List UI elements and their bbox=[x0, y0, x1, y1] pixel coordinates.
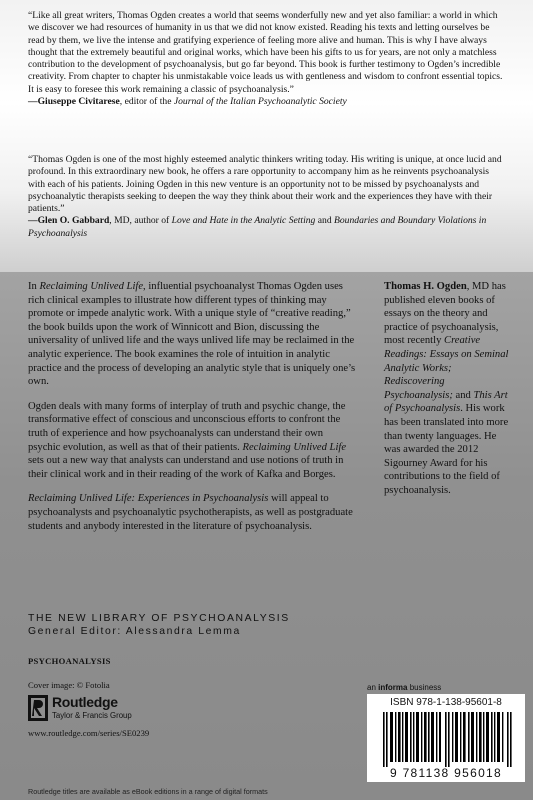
text-run: will appeal to psychoanalysts and psychoanalytic psychotherapists, as well as postgraduate students and anybody interested in the literature of psychoanalysis. bbox=[28, 493, 353, 532]
informa-brand: informa bbox=[378, 683, 408, 692]
barcode-icon bbox=[383, 712, 513, 767]
series-url: www.routledge.com/series/SE0239 bbox=[28, 728, 150, 738]
publisher-logo bbox=[28, 694, 178, 722]
text-run: business bbox=[407, 683, 442, 692]
bio-text bbox=[384, 280, 512, 498]
series-info bbox=[28, 612, 290, 638]
series-name: THE NEW LIBRARY OF PSYCHOANALYSIS bbox=[28, 613, 290, 624]
endorsement-quote-1 bbox=[28, 10, 508, 108]
book-title-ref: Reclaiming Unlived Life bbox=[242, 441, 347, 453]
quote-affiliation-work: Journal of the Italian Psychoanalytic Society bbox=[173, 96, 347, 108]
barcode-panel bbox=[367, 694, 525, 782]
quote-affiliation-work-2: Boundaries and Boundary Violations in Psychoanalysis bbox=[28, 215, 487, 239]
publisher-group: Taylor & Francis Group bbox=[52, 711, 132, 720]
quote-affiliation: , editor of the bbox=[119, 96, 174, 108]
text-run: Ogden deals with many forms of interplay of truth and psychic change, the transformative effect of conscious and unconscious efforts to confront the truth of experience and how psychoanalysts can understand their own psychic evolution, as well as that of their patients. bbox=[28, 400, 346, 453]
author-bio bbox=[384, 280, 512, 498]
book-title-ref: Reclaiming Unlived Life bbox=[39, 281, 144, 292]
book-description bbox=[28, 280, 358, 544]
author-name: Thomas H. Ogden bbox=[384, 281, 467, 292]
text-run: In bbox=[28, 281, 40, 292]
text-run: , influential psychoanalyst Thomas Ogden uses rich clinical examples to illustrate how different types of thinking may promote or impede analytic work. With a unique style of “creative reading,” the book builds upon the work of Winnicott and Bion, discussing the universality of unlived life and the ways unlived life may be reclaimed in the analytic experience. The book examines the role of intuition in analytic practice and the process of developing an analytic style that is uniquely one’s own. bbox=[28, 281, 356, 388]
text-run: sets out a new way that analysts can understand and use notions of truth in their clinical work and in their reading of the work of Kafka and Borges. bbox=[28, 455, 344, 480]
description-paragraph-3 bbox=[28, 492, 358, 533]
text-run: . His work has been translated into more than twenty languages. He was awarded the 2012 Sigourney Award for his contributions to the field of psychoanalysis. bbox=[384, 403, 509, 496]
description-paragraph-1 bbox=[28, 280, 358, 389]
publisher-name: Routledge bbox=[52, 694, 118, 710]
quote-author: —Glen O. Gabbard bbox=[28, 215, 110, 227]
description-paragraph-2 bbox=[28, 400, 358, 482]
quote-affiliation: , MD, author of bbox=[109, 215, 172, 227]
work-titles: Creative Readings: Essays on Seminal Analytic Works; Rediscovering Psychoanalysis; bbox=[384, 335, 509, 401]
genre-label: PSYCHOANALYSIS bbox=[28, 656, 111, 666]
routledge-logo-icon bbox=[28, 695, 48, 721]
barcode-digits: 9 781138 956018 bbox=[389, 766, 503, 780]
quote-affiliation-work: Love and Hate in the Analytic Setting bbox=[171, 215, 316, 227]
endorsement-quote-2 bbox=[28, 154, 508, 240]
quote-attribution bbox=[28, 96, 508, 108]
informa-imprint bbox=[367, 683, 441, 692]
quote-text: “Thomas Ogden is one of the most highly esteemed analytic thinkers writing today. His writing is unique, at once lucid and profound. In this extraordinary new book, he offers a rare opportunity to accompany him as he reinvents psychoanalysis with each of his patients. Joining Ogden in this new venture is an opportunity not to be missed by psychoanalysts and psychoanalytic therapists seeking to deepen the way they think about their work and the experiences they have with their patients.” bbox=[28, 154, 502, 215]
ebook-note: Routledge titles are available as eBook editions in a range of digital formats bbox=[28, 787, 268, 796]
quote-text: “Like all great writers, Thomas Ogden creates a world that seems wonderfully new and yet also familiar: a world in which we discover we had resources of humanity in us that we did not know existed. Reading his texts and letting ourselves be read by them, we live the intense and gratifying experience of feeling more alive and human. This is why I have always thought that the extremely beautiful and original works, which have been his gifts to us for years, are not only a matchless contribution to the development of psychoanalysis, but go far beyond. This book is further testimony to Ogden’s incredible creativity. From chapter to chapter his unmistakable voice leads us with gentleness and wisdom to confront essential topics. It is easy to foresee this work remaining a classic of psychoanalysis.” bbox=[28, 10, 503, 95]
work-title: This Art of Psychoanalysis bbox=[384, 389, 508, 415]
quote-affiliation-join: and bbox=[315, 215, 335, 227]
series-editor: General Editor: Alessandra Lemma bbox=[28, 626, 241, 637]
book-title-ref: Reclaiming Unlived Life: Experiences in Psychoanalysis bbox=[28, 493, 269, 505]
quote-attribution bbox=[28, 215, 508, 240]
text-run: , MD has published eleven books of essays on the theory and practice of psychoanalysis, most recently bbox=[384, 281, 506, 347]
text-run: an bbox=[367, 683, 379, 692]
text-run: and bbox=[452, 389, 474, 401]
quote-author: —Giuseppe Civitarese bbox=[28, 96, 120, 108]
cover-image-credit: Cover image: © Fotolia bbox=[28, 680, 110, 690]
isbn-number: ISBN 978-1-138-95601-8 bbox=[390, 697, 502, 708]
